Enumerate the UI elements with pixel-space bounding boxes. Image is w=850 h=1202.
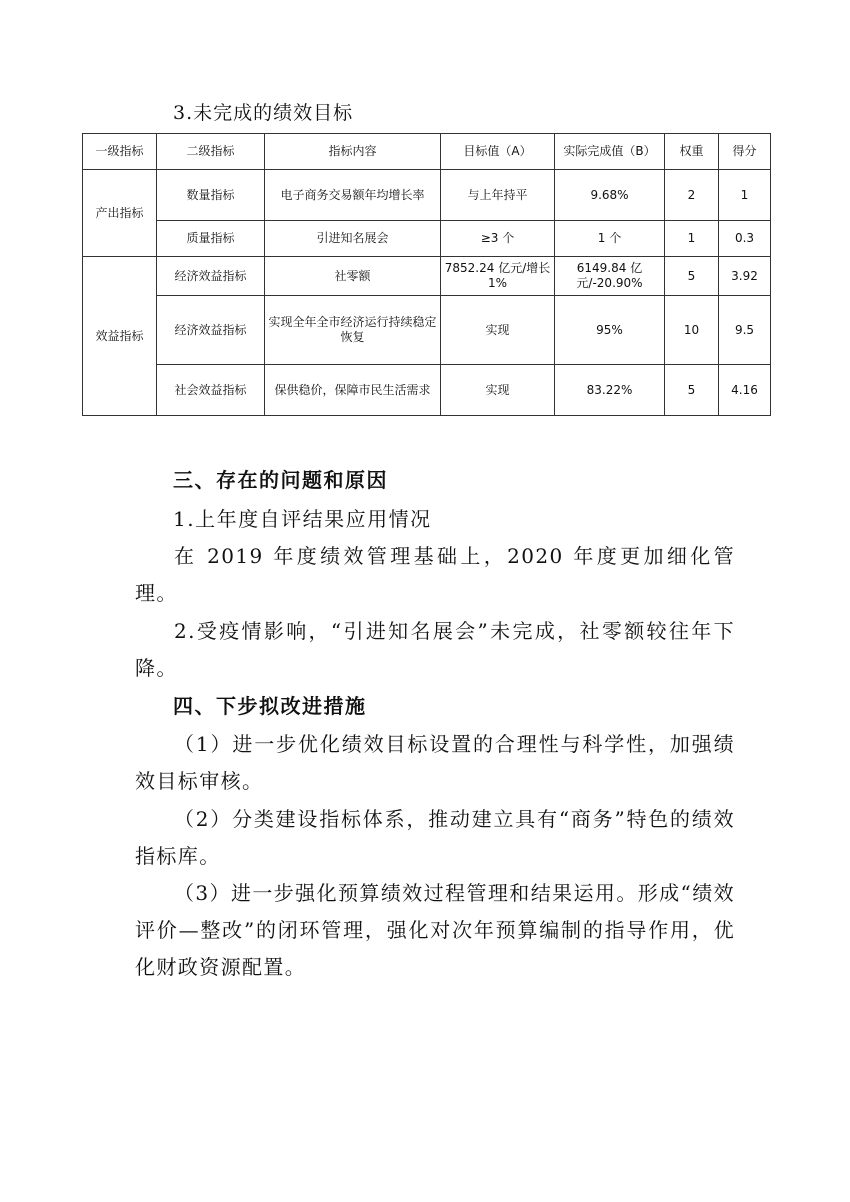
table-row xyxy=(83,296,771,365)
table-header-cell: 权重 xyxy=(665,134,719,170)
table-header-cell: 实际完成值（B） xyxy=(555,134,665,170)
subheading-self-eval: 1.上年度自评结果应用情况 xyxy=(173,507,432,531)
paragraph-measure-3: （3）进一步强化预算绩效过程管理和结果运用。形成“绩效评价—整改”的闭环管理，强化对次年预算编制的指导作用，优化财政资源配置。 xyxy=(135,881,735,979)
table-header-row xyxy=(83,134,771,170)
table-cell: 9.68% xyxy=(555,170,665,221)
table-row xyxy=(83,365,771,416)
table-header-cell: 二级指标 xyxy=(157,134,265,170)
paragraph-measure-2: （2）分类建设指标体系，推动建立具有“商务”特色的绩效指标库。 xyxy=(135,807,735,868)
section-heading-problems: 三、存在的问题和原因 xyxy=(173,468,388,492)
table-cell: 经济效益指标 xyxy=(157,296,265,365)
paragraph-1: 在 2019 年度绩效管理基础上，2020 年度更加细化管理。 xyxy=(135,544,735,605)
table-cell: 社会效益指标 xyxy=(157,365,265,416)
section-title: 3.未完成的绩效目标 xyxy=(173,102,354,124)
table-cell: 10 xyxy=(665,296,719,365)
table-cell: 1 个 xyxy=(555,221,665,257)
paragraph-2: 2.受疫情影响，“引进知名展会”未完成，社零额较往年下降。 xyxy=(135,619,735,680)
level1-cell: 效益指标 xyxy=(83,257,157,416)
table-header-cell: 一级指标 xyxy=(83,134,157,170)
table-cell: 与上年持平 xyxy=(441,170,555,221)
table-cell: 3.92 xyxy=(719,257,771,296)
table-row xyxy=(83,221,771,257)
table-cell: 2 xyxy=(665,170,719,221)
table-cell: 6149.84 亿元/-20.90% xyxy=(555,257,665,296)
table-cell: 5 xyxy=(665,365,719,416)
table-cell: 5 xyxy=(665,257,719,296)
table-cell: 实现 xyxy=(441,296,555,365)
table-row xyxy=(83,170,771,221)
table-cell: 4.16 xyxy=(719,365,771,416)
table-cell: 1 xyxy=(665,221,719,257)
table-cell: 保供稳价，保障市民生活需求 xyxy=(265,365,441,416)
table-cell: 83.22% xyxy=(555,365,665,416)
table-cell: 社零额 xyxy=(265,257,441,296)
table-cell: 实现全年全市经济运行持续稳定恢复 xyxy=(265,296,441,365)
table-cell: 引进知名展会 xyxy=(265,221,441,257)
level1-cell: 产出指标 xyxy=(83,170,157,257)
table-cell: 数量指标 xyxy=(157,170,265,221)
table-header-cell: 得分 xyxy=(719,134,771,170)
paragraph-measure-1: （1）进一步优化绩效目标设置的合理性与科学性，加强绩效目标审核。 xyxy=(135,732,735,793)
table-cell: 质量指标 xyxy=(157,221,265,257)
table-header-cell: 目标值（A） xyxy=(441,134,555,170)
table-cell: 电子商务交易额年均增长率 xyxy=(265,170,441,221)
table-cell: 1 xyxy=(719,170,771,221)
table-cell: 95% xyxy=(555,296,665,365)
table-cell: 实现 xyxy=(441,365,555,416)
table-header-cell: 指标内容 xyxy=(265,134,441,170)
table-row xyxy=(83,257,771,296)
table-cell: 9.5 xyxy=(719,296,771,365)
table-cell: 0.3 xyxy=(719,221,771,257)
table-cell: 7852.24 亿元/增长1% xyxy=(441,257,555,296)
section-heading-measures: 四、下步拟改进措施 xyxy=(173,694,367,718)
table-cell: 经济效益指标 xyxy=(157,257,265,296)
performance-table xyxy=(82,133,771,416)
table-cell: ≥3 个 xyxy=(441,221,555,257)
